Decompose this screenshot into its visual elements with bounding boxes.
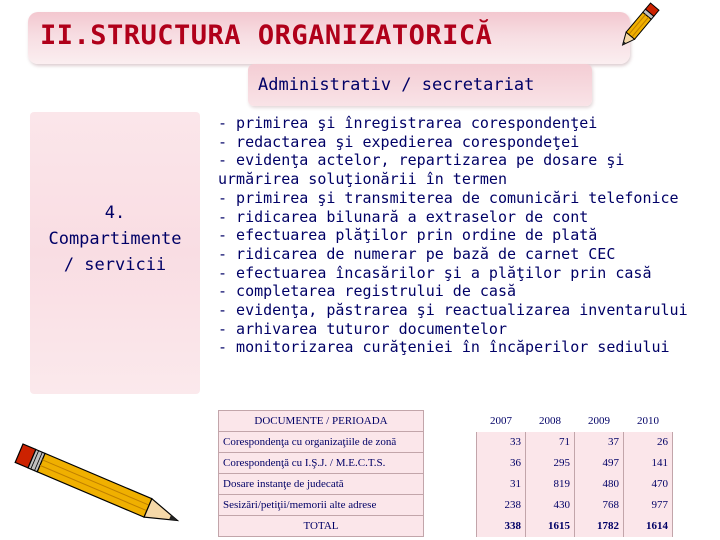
table-row bbox=[219, 495, 673, 516]
table-cell: 26 bbox=[624, 432, 673, 453]
pencil-icon bbox=[6, 440, 196, 536]
list-item: urmărirea soluţionării în termen bbox=[218, 170, 507, 189]
table-cell: 480 bbox=[575, 474, 624, 495]
table-cell: 36 bbox=[477, 453, 526, 474]
table-header-cell: 2007 bbox=[477, 411, 526, 432]
section-subtitle: Administrativ / secretariat bbox=[258, 75, 535, 95]
list-item: - arhivarea tuturor documentelor bbox=[218, 319, 507, 338]
page-title: II.STRUCTURA ORGANIZATORICĂ bbox=[40, 20, 493, 51]
list-item: - monitorizarea curăţeniei în încăperilor sediului bbox=[218, 338, 670, 357]
duties-list bbox=[218, 114, 698, 357]
table-cell: 33 bbox=[477, 432, 526, 453]
table-cell: 1615 bbox=[526, 516, 575, 537]
table-cell: 430 bbox=[526, 495, 575, 516]
table-cell: Corespondenţa cu organizaţiile de zonă bbox=[219, 432, 424, 453]
pencil-icon bbox=[612, 2, 662, 52]
table-cell: 1614 bbox=[624, 516, 673, 537]
table-total-row bbox=[219, 516, 673, 537]
list-item: - completarea registrului de casă bbox=[218, 282, 517, 301]
table-cell: 977 bbox=[624, 495, 673, 516]
list-item: - primirea şi transmiterea de comunicări telefonice bbox=[218, 188, 679, 207]
table-cell: 238 bbox=[477, 495, 526, 516]
list-item: - evidenţa, păstrarea şi reactualizarea inventarului bbox=[218, 301, 688, 320]
table-header-cell: 2010 bbox=[624, 411, 673, 432]
table-cell: 31 bbox=[477, 474, 526, 495]
table-cell: 295 bbox=[526, 453, 575, 474]
table-cell: 338 bbox=[477, 516, 526, 537]
list-item: - ridicarea de numerar pe bază de carnet CEC bbox=[218, 244, 616, 263]
table-cell: 470 bbox=[624, 474, 673, 495]
list-item: - ridicarea bilunară a extraselor de cont bbox=[218, 207, 589, 226]
list-item: - redactarea şi expedierea corespondeţei bbox=[218, 132, 580, 151]
table-row bbox=[219, 474, 673, 495]
table-cell: 37 bbox=[575, 432, 624, 453]
list-item: - evidenţa actelor, repartizarea pe dosare şi bbox=[218, 151, 625, 170]
section-label bbox=[30, 200, 200, 278]
table-cell: TOTAL bbox=[219, 516, 424, 537]
table-cell: Corespondenţă cu I.Ş.J. / M.E.C.T.S. bbox=[219, 453, 424, 474]
documents-table bbox=[218, 410, 673, 537]
table-cell: Dosare instanţe de judecată bbox=[219, 474, 424, 495]
table-row bbox=[219, 432, 673, 453]
table-header-row bbox=[219, 411, 673, 432]
section-number: 4. bbox=[104, 203, 126, 223]
table-header-cell: DOCUMENTE / PERIOADA bbox=[219, 411, 424, 432]
table-cell: 768 bbox=[575, 495, 624, 516]
table-cell: 1782 bbox=[575, 516, 624, 537]
section-name-suffix: / servicii bbox=[63, 255, 167, 275]
list-item: - efectuarea plăţilor prin ordine de plată bbox=[218, 226, 598, 245]
table-cell: 497 bbox=[575, 453, 624, 474]
list-item: - efectuarea încasărilor şi a plăţilor prin casă bbox=[218, 263, 652, 282]
table-cell: 819 bbox=[526, 474, 575, 495]
table-cell: 141 bbox=[624, 453, 673, 474]
table-cell: 71 bbox=[526, 432, 575, 453]
section-name: Compartimente bbox=[48, 229, 182, 249]
table-cell: Sesizări/petiţii/memorii alte adrese bbox=[219, 495, 424, 516]
list-item: - primirea şi înregistrarea corespondenţei bbox=[218, 114, 598, 132]
table-header-cell: 2009 bbox=[575, 411, 624, 432]
table-row bbox=[219, 453, 673, 474]
table-header-cell: 2008 bbox=[526, 411, 575, 432]
